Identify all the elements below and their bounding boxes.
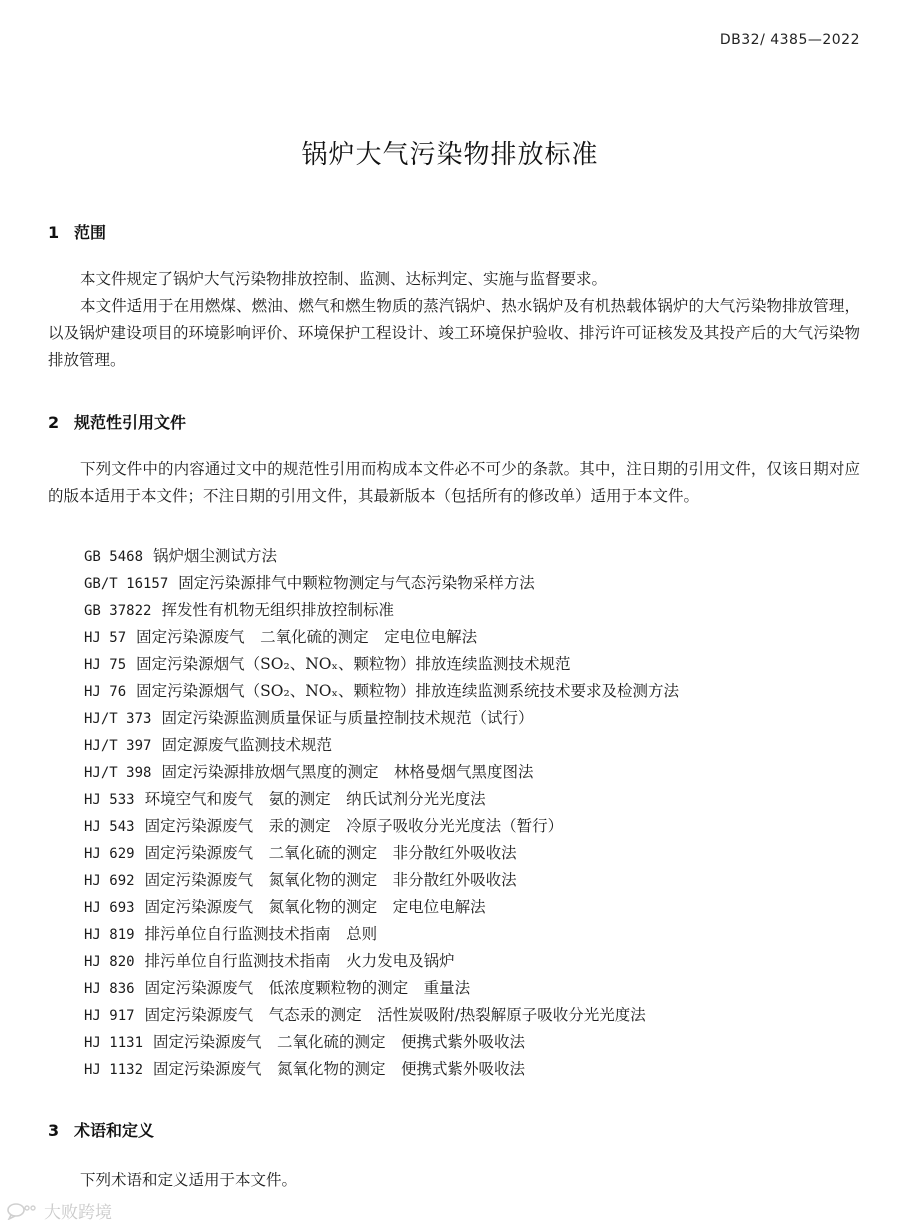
reference-item [84, 1002, 679, 1029]
reference-item [84, 786, 679, 813]
reference-title: 锅炉烟尘测试方法 [153, 547, 278, 565]
section-number: 3 [48, 1121, 60, 1140]
reference-title: 固定源废气监测技术规范 [161, 736, 332, 754]
references-intro-paragraph: 下列文件中的内容通过文中的规范性引用而构成本文件必不可少的条款。其中，注日期的引用文件，仅该日期对应的版本适用于本文件；不注日期的引用文件，其最新版本（包括所有的修改单）适用于本文件。 [48, 460, 860, 505]
reference-title: 固定污染源废气 二氧化硫的测定 非分散红外吸收法 [144, 844, 517, 862]
reference-title: 排污单位自行监测技术指南 总则 [144, 925, 378, 943]
reference-item [84, 867, 679, 894]
reference-item [84, 894, 679, 921]
reference-title: 固定污染源废气 低浓度颗粒物的测定 重量法 [144, 979, 471, 997]
reference-title: 环境空气和废气 氨的测定 纳氏试剂分光光度法 [144, 790, 486, 808]
reference-code: HJ 57 [84, 630, 127, 646]
reference-item [84, 1029, 679, 1056]
reference-title: 固定污染源监测质量保证与质量控制技术规范（试行） [161, 709, 534, 727]
reference-code: HJ 629 [84, 846, 135, 862]
reference-code: HJ 693 [84, 900, 135, 916]
reference-title: 固定污染源排气中颗粒物测定与气态污染物采样方法 [178, 574, 535, 592]
scope-paragraph-2: 本文件适用于在用燃煤、燃油、燃气和燃生物质的蒸汽锅炉、热水锅炉及有机热载体锅炉的大气污染物排放管理，以及锅炉建设项目的环境影响评价、环境保护工程设计、竣工环境保护验收、排污许可证核发及其投产后的大气污染物排放管理。 [48, 297, 860, 369]
reference-code: HJ 917 [84, 1008, 135, 1024]
reference-title: 排污单位自行监测技术指南 火力发电及锅炉 [144, 952, 455, 970]
reference-title: 固定污染源排放烟气黑度的测定 林格曼烟气黑度图法 [161, 763, 534, 781]
reference-code: HJ 76 [84, 684, 127, 700]
watermark [6, 1198, 112, 1223]
reference-code: HJ 75 [84, 657, 127, 673]
reference-item [84, 597, 679, 624]
reference-item [84, 813, 679, 840]
reference-title: 挥发性有机物无组织排放控制标准 [161, 601, 394, 619]
standard-number: DB32/ 4385—2022 [719, 32, 860, 48]
section-title: 术语和定义 [74, 1121, 155, 1140]
reference-title: 固定污染源废气 二氧化硫的测定 定电位电解法 [136, 628, 478, 646]
reference-code: HJ 819 [84, 927, 135, 943]
scope-paragraph-1: 本文件规定了锅炉大气污染物排放控制、监测、达标判定、实施与监督要求。 [80, 270, 608, 288]
reference-title: 固定污染源废气 氮氧化物的测定 便携式紫外吸收法 [153, 1060, 526, 1078]
reference-item [84, 624, 679, 651]
reference-title: 固定污染源废气 气态汞的测定 活性炭吸附/热裂解原子吸收分光光度法 [144, 1006, 646, 1024]
reference-item [84, 948, 679, 975]
reference-item [84, 678, 679, 705]
reference-item [84, 543, 679, 570]
reference-item [84, 732, 679, 759]
reference-item [84, 840, 679, 867]
reference-title: 固定污染源废气 氮氧化物的测定 非分散红外吸收法 [144, 871, 517, 889]
reference-item [84, 651, 679, 678]
reference-item [84, 705, 679, 732]
reference-title: 固定污染源烟气（SO₂、NOₓ、颗粒物）排放连续监测系统技术要求及检测方法 [136, 682, 680, 700]
reference-item [84, 1056, 679, 1083]
reference-item [84, 570, 679, 597]
section-title: 范围 [74, 223, 107, 242]
reference-code: HJ/T 373 [84, 711, 152, 727]
reference-code: GB 37822 [84, 603, 152, 619]
reference-title: 固定污染源废气 汞的测定 冷原子吸收分光光度法（暂行） [144, 817, 564, 835]
section-heading-terms-definitions [48, 1118, 154, 1141]
reference-code: GB 5468 [84, 549, 144, 565]
reference-title: 固定污染源废气 二氧化硫的测定 便携式紫外吸收法 [153, 1033, 526, 1051]
reference-code: HJ/T 398 [84, 765, 152, 781]
section-number: 2 [48, 413, 60, 432]
section-heading-scope [48, 220, 106, 243]
reference-code: GB/T 16157 [84, 576, 169, 592]
reference-code: HJ 1132 [84, 1062, 144, 1078]
reference-list [84, 543, 679, 1083]
document-title: 锅炉大气污染物排放标准 [301, 140, 599, 170]
section-title: 规范性引用文件 [74, 413, 187, 432]
terms-intro-paragraph: 下列术语和定义适用于本文件。 [80, 1171, 298, 1189]
reference-code: HJ 533 [84, 792, 135, 808]
chat-bubble-icon [6, 1202, 38, 1220]
reference-code: HJ 836 [84, 981, 135, 997]
reference-title: 固定污染源废气 氮氧化物的测定 定电位电解法 [144, 898, 486, 916]
reference-code: HJ 1131 [84, 1035, 144, 1051]
reference-code: HJ 820 [84, 954, 135, 970]
reference-code: HJ/T 397 [84, 738, 152, 754]
section-heading-normative-references [48, 410, 186, 433]
reference-item [84, 759, 679, 786]
reference-code: HJ 692 [84, 873, 135, 889]
reference-item [84, 921, 679, 948]
reference-title: 固定污染源烟气（SO₂、NOₓ、颗粒物）排放连续监测技术规范 [136, 655, 571, 673]
reference-item [84, 975, 679, 1002]
section-number: 1 [48, 223, 60, 242]
reference-code: HJ 543 [84, 819, 135, 835]
watermark-text: 大败跨境 [44, 1203, 112, 1223]
